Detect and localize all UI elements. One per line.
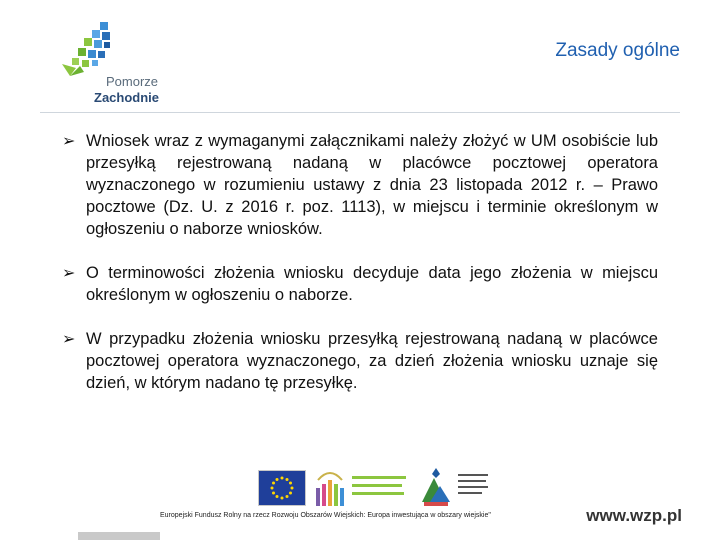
funding-logos <box>258 466 498 516</box>
bullet-list <box>62 130 658 416</box>
eu-flag-icon <box>258 470 306 506</box>
website-link[interactable]: www.wzp.pl <box>586 506 682 525</box>
slide-title: Zasady ogólne <box>555 40 680 61</box>
arrow-bullet-icon: ➢ <box>62 131 76 150</box>
header-divider <box>40 112 680 113</box>
bullet-item <box>62 130 658 240</box>
bullet-item <box>62 328 658 394</box>
bullet-text: O terminowości złożenia wniosku decyduje data jego złożenia w miejscu określonym w ogłoszeniu o naborze. <box>86 264 658 304</box>
prow-logo-icon <box>418 466 498 510</box>
logo-text-pomorze: Pomorze <box>106 74 159 89</box>
bottom-bar <box>78 532 160 540</box>
logo-text-zachodnie: Zachodnie <box>94 90 160 105</box>
pomorze-zachodnie-logo <box>58 20 178 110</box>
footer-caption: Europejski Fundusz Rolny na rzecz Rozwoju Obszarów Wiejskich: Europa inwestująca w obszary wiejskie" <box>160 512 491 519</box>
bullet-item <box>62 262 658 306</box>
arrow-bullet-icon: ➢ <box>62 329 76 348</box>
bullet-text: W przypadku złożenia wniosku przesyłką rejestrowaną nadaną w placówce pocztowej operatora wyznaczonego, za dzień złożenia wniosku uznaje się dzień, w którym nadano tę przesyłkę. <box>86 330 658 392</box>
leader-logo-icon <box>314 466 412 510</box>
bullet-text: Wniosek wraz z wymaganymi załącznikami należy złożyć w UM osobiście lub przesyłką rejestrowaną nadaną w placówce pocztowej operatora wyznaczonego w rozumieniu ustawy z dnia 23 listopada 2012 r. – Prawo pocztowe (Dz. U. z 2016 r. poz. 1113), w miejscu i terminie określonym w ogłoszeniu o naborze wniosków. <box>86 132 658 238</box>
arrow-bullet-icon: ➢ <box>62 263 76 282</box>
